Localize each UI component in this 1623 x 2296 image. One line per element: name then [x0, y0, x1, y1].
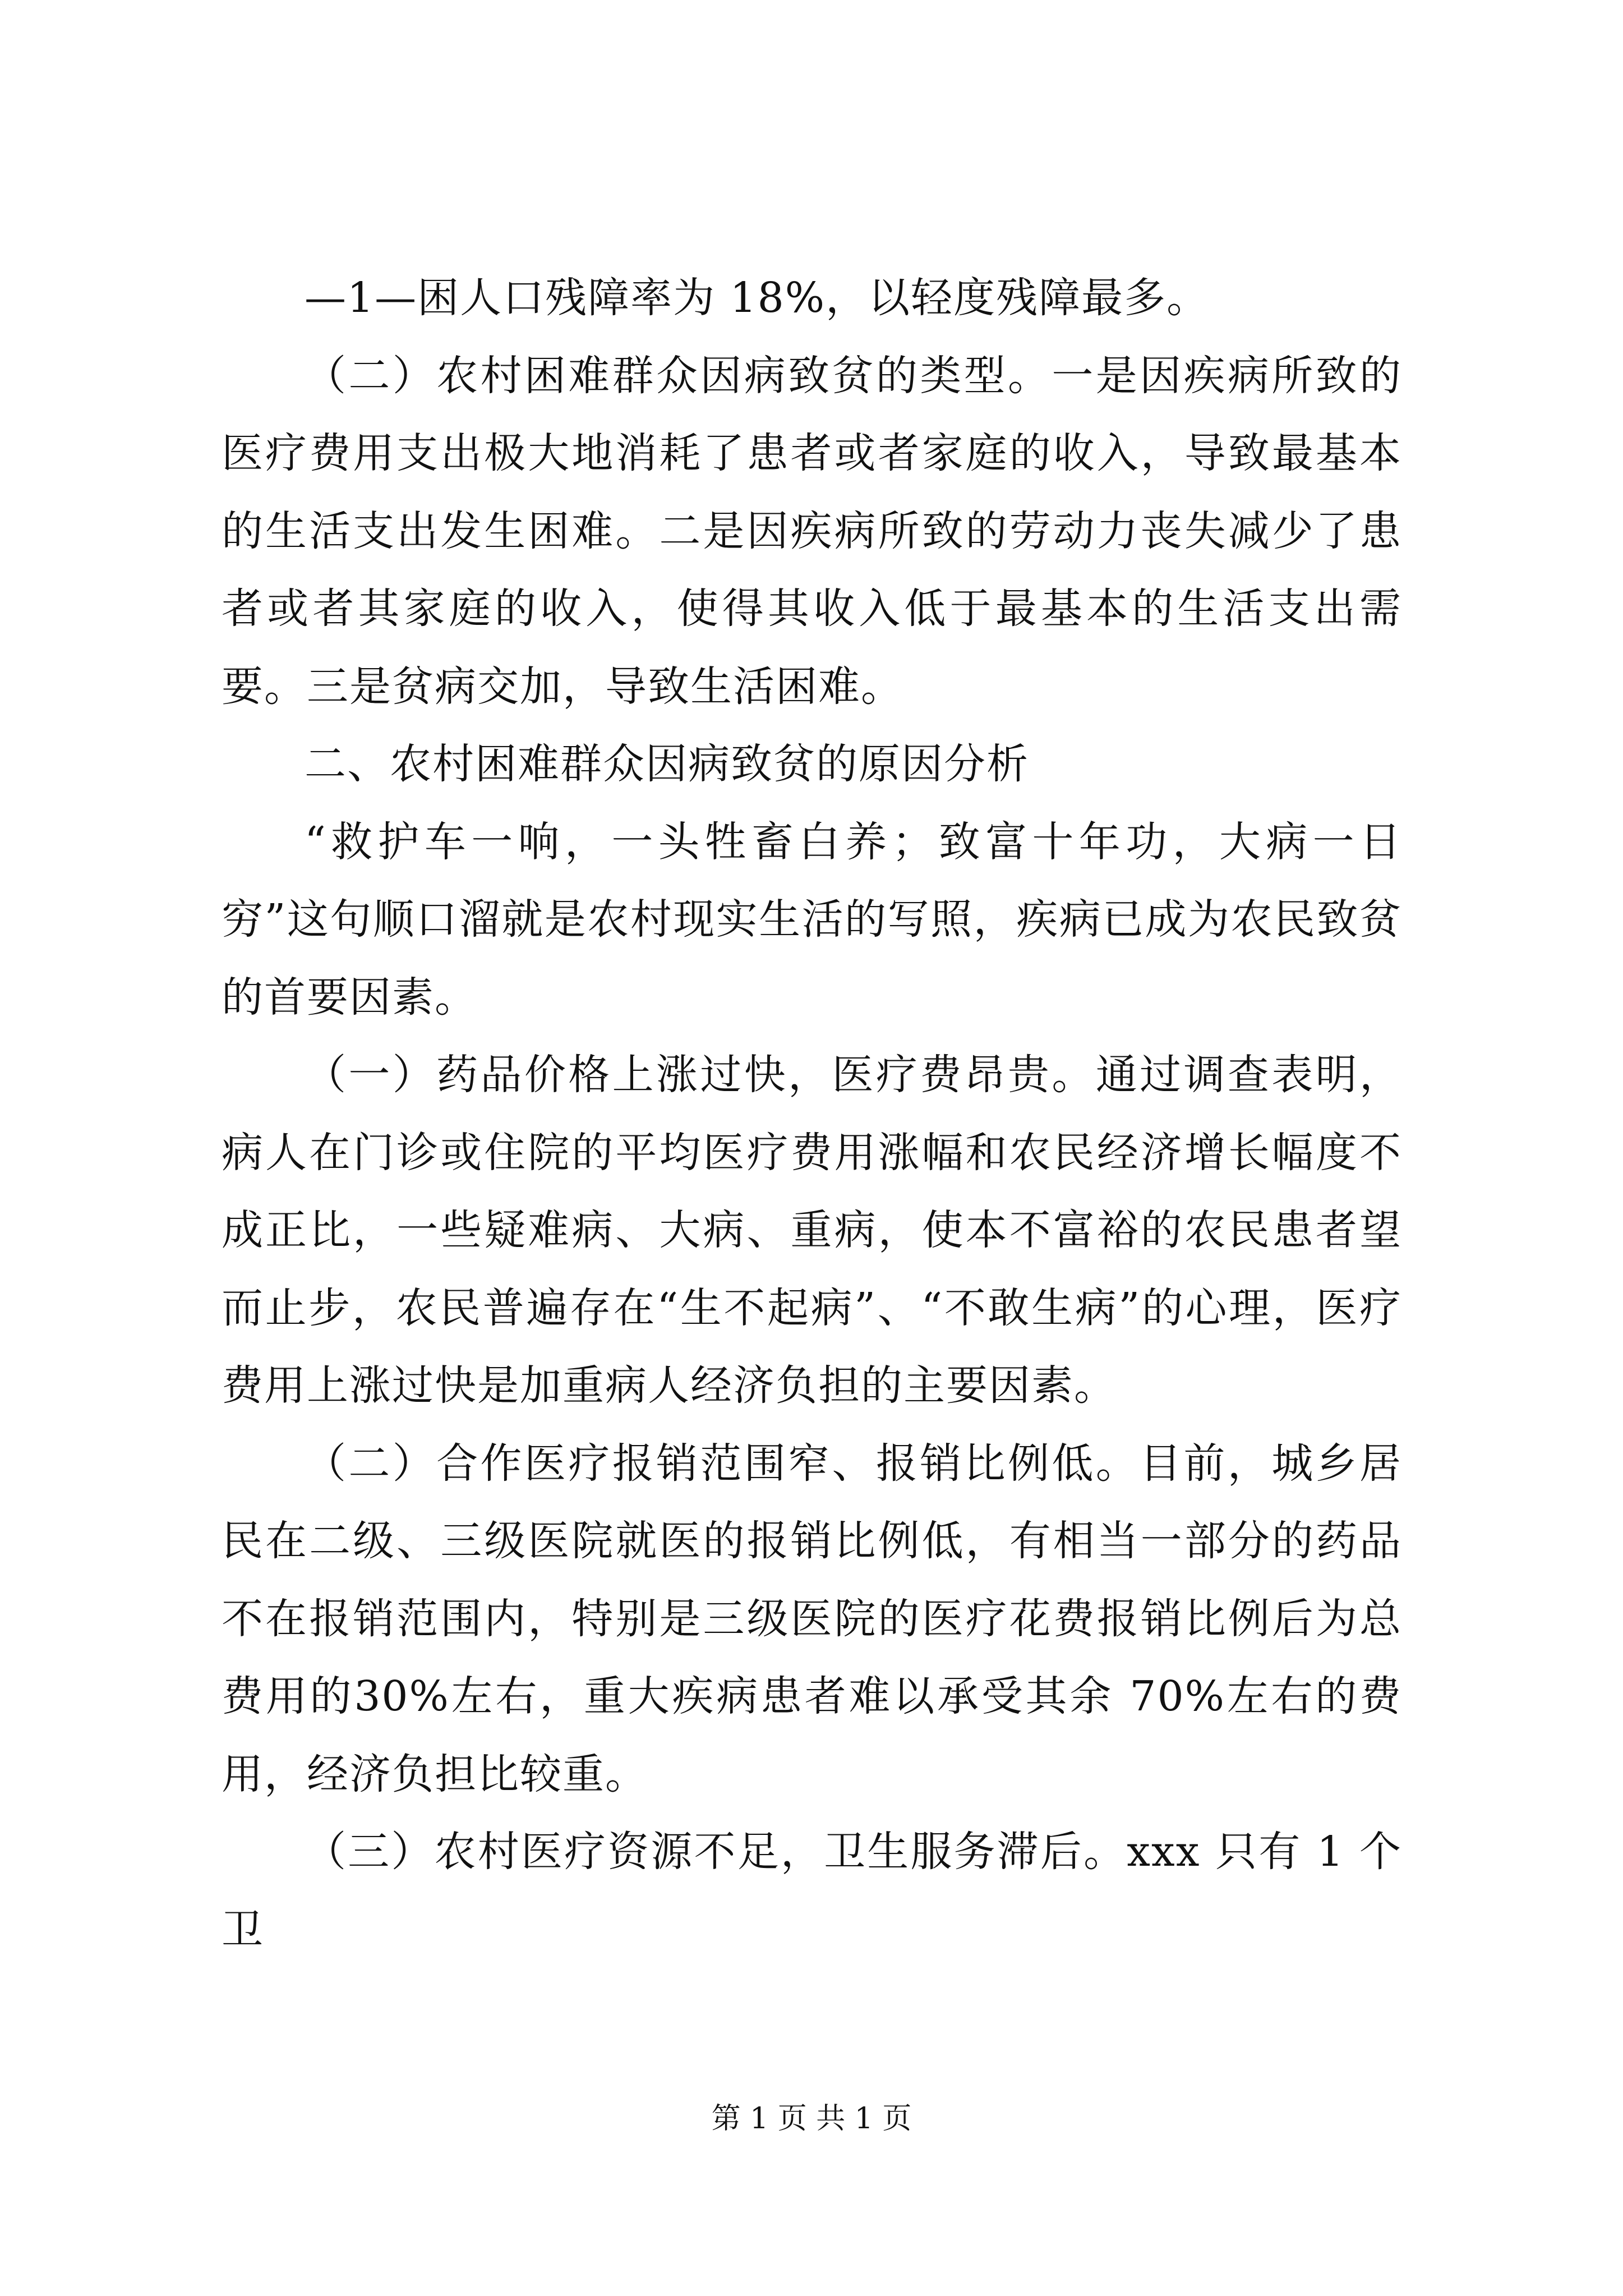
document-body — [222, 259, 1402, 1968]
page-number-footer: 第 1 页 共 1 页 — [711, 2102, 912, 2136]
paragraph-1: —1—困人口残障率为 18%，以轻度残障最多。 — [305, 274, 1210, 322]
paragraph-4: （一）药品价格上涨过快，医疗费昂贵。通过调查表明，病人在门诊或住院的平均医疗费用涨幅和农民经济增长幅度不成正比，一些疑难病、大病、重病，使本不富裕的农民患者望而止步，农民普遍存在“生不起病”、“不敢生病”的心理，医疗费用上涨过快是加重病人经济负担的主要因素。 — [222, 1051, 1402, 1410]
section-heading: 二、农村困难群众因病致贫的原因分析 — [305, 740, 1029, 788]
paragraph-6: （三）农村医疗资源不足，卫生服务滞后。xxx 只有 1 个卫 — [222, 1828, 1402, 1954]
paragraph-3: “救护车一响，一头牲畜白养；致富十年功，大病一日穷”这句顺口溜就是农村现实生活的写照，疾病已成为农民致贫的首要因素。 — [222, 817, 1402, 1022]
paragraph-5: （二）合作医疗报销范围窄、报销比例低。目前，城乡居民在二级、三级医院就医的报销比例低，有相当一部分的药品不在报销范围内，特别是三级医院的医疗花费报销比例后为总费用的30%左右，重大疾病患者难以承受其余 70%左右的费用，经济负担比较重。 — [222, 1439, 1402, 1798]
paragraph-2: （二）农村困难群众因病致贫的类型。一是因疾病所致的医疗费用支出极大地消耗了患者或者家庭的收入，导致最基本的生活支出发生困难。二是因疾病所致的劳动力丧失减少了患者或者其家庭的收入，使得其收入低于最基本的生活支出需要。三是贫病交加，导致生活困难。 — [222, 351, 1402, 711]
